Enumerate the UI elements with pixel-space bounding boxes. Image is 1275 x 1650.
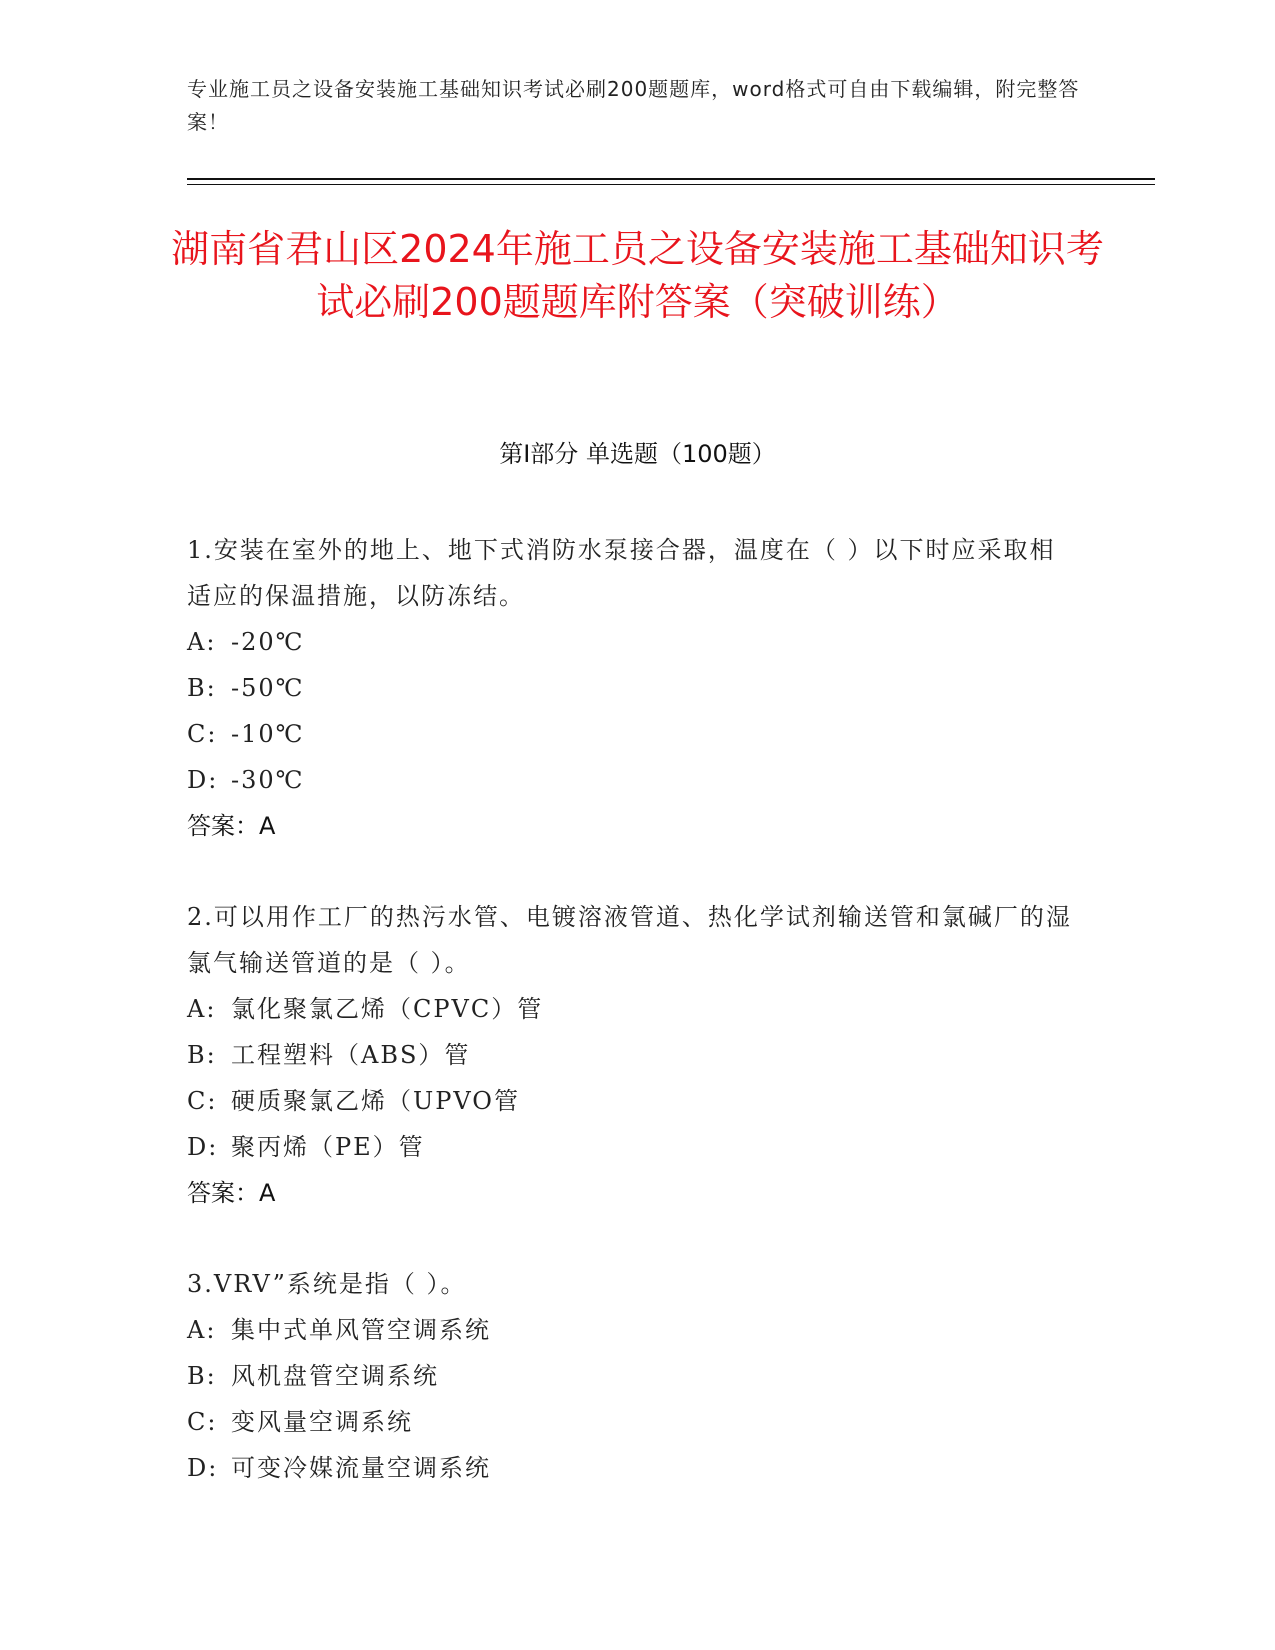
answer-option xyxy=(187,757,1077,803)
answer-option xyxy=(187,1078,1077,1124)
header-divider-thin xyxy=(187,184,1155,185)
answer-option xyxy=(187,1353,1077,1399)
option-text: -10℃ xyxy=(231,720,305,748)
answer-line xyxy=(187,1170,1077,1216)
option-letter: A: xyxy=(187,995,217,1023)
option-text: -50℃ xyxy=(231,674,305,702)
option-letter: D: xyxy=(187,1133,219,1161)
question-item xyxy=(187,894,1077,1216)
option-text: -30℃ xyxy=(231,766,305,794)
option-text: 硬质聚氯乙烯（UPVO管 xyxy=(231,1087,520,1115)
document-title: 湖南省君山区2024年施工员之设备安装施工基础知识考试必刷200题题库附答案（突破训练） xyxy=(171,227,1104,324)
option-text: -20℃ xyxy=(231,628,305,656)
section-heading: 第Ⅰ部分 单选题（100题） xyxy=(499,440,776,468)
option-letter: D: xyxy=(187,766,219,794)
answer-option xyxy=(187,986,1077,1032)
answer-option xyxy=(187,1124,1077,1170)
option-letter: C: xyxy=(187,720,218,748)
answer-option xyxy=(187,1032,1077,1078)
option-text: 氯化聚氯乙烯（CPVC）管 xyxy=(231,995,544,1023)
option-letter: C: xyxy=(187,1408,218,1436)
option-letter: C: xyxy=(187,1087,218,1115)
option-letter: D: xyxy=(187,1454,219,1482)
answer-option xyxy=(187,619,1077,665)
header-divider xyxy=(187,178,1155,180)
answer-option xyxy=(187,1445,1077,1491)
answer-option xyxy=(187,1307,1077,1353)
answer-value: A xyxy=(259,1179,276,1207)
answer-option xyxy=(187,711,1077,757)
question-item xyxy=(187,527,1077,849)
question-stem: 2.可以用作工厂的热污水管、电镀溶液管道、热化学试剂输送管和氯碱厂的湿氯气输送管道的是（ ）。 xyxy=(187,903,1072,977)
question-stem: 1.安装在室外的地上、地下式消防水泵接合器，温度在（ ）以下时应采取相适应的保温措施，以防冻结。 xyxy=(187,536,1056,610)
answer-label: 答案： xyxy=(187,1179,259,1207)
option-text: 可变冷媒流量空调系统 xyxy=(231,1454,491,1482)
option-text: 工程塑料（ABS）管 xyxy=(231,1041,471,1069)
answer-line xyxy=(187,803,1077,849)
option-letter: B: xyxy=(187,1362,217,1390)
option-text: 聚丙烯（PE）管 xyxy=(231,1133,425,1161)
answer-option xyxy=(187,665,1077,711)
answer-label: 答案： xyxy=(187,812,259,840)
option-text: 变风量空调系统 xyxy=(231,1408,413,1436)
option-letter: B: xyxy=(187,1041,217,1069)
question-stem: 3.VRV”系统是指（ ）。 xyxy=(187,1270,467,1298)
option-letter: A: xyxy=(187,1316,217,1344)
answer-option xyxy=(187,1399,1077,1445)
option-text: 风机盘管空调系统 xyxy=(231,1362,439,1390)
answer-value: A xyxy=(259,812,276,840)
header-note: 专业施工员之设备安装施工基础知识考试必刷200题题库，word格式可自由下载编辑，附完整答案！ xyxy=(187,77,1080,134)
question-list xyxy=(187,527,1077,1536)
option-letter: B: xyxy=(187,674,217,702)
question-item xyxy=(187,1261,1077,1491)
option-letter: A: xyxy=(187,628,217,656)
option-text: 集中式单风管空调系统 xyxy=(231,1316,491,1344)
